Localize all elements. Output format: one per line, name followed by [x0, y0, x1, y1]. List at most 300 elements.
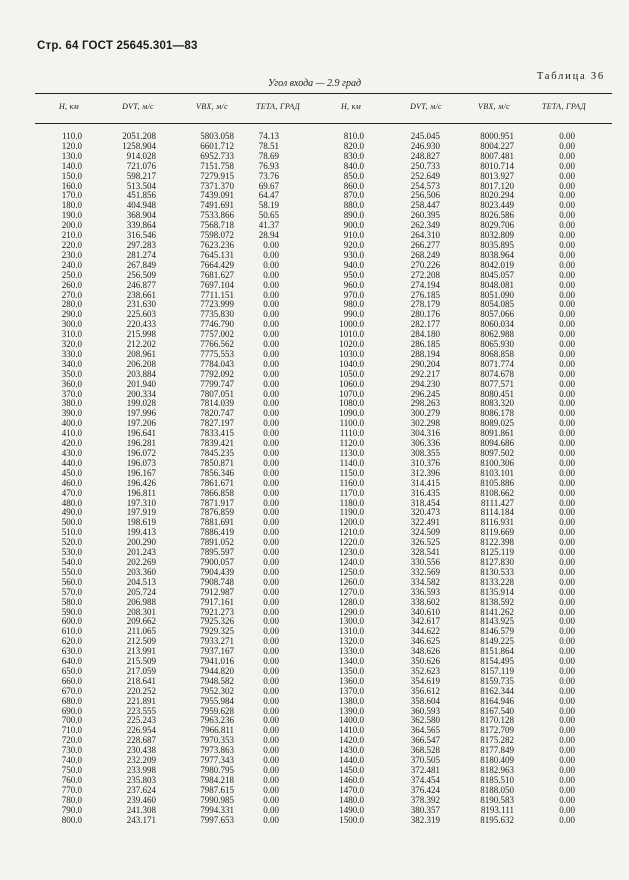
left-cell-teta: 0.00 — [263, 457, 279, 468]
right-cell-vbx: 8060.034 — [480, 319, 514, 330]
left-cell-dvt: 368.904 — [126, 210, 156, 221]
right-cell-teta: 0.00 — [559, 279, 575, 290]
left-cell-dvt: 223.555 — [126, 705, 156, 716]
header-rule-top — [35, 93, 612, 94]
right-cell-teta: 0.00 — [559, 735, 575, 746]
right-cell-vbx: 8023.449 — [480, 200, 514, 211]
right-cell-dvt: 286.185 — [410, 339, 440, 350]
left-cell-vbx: 7921.273 — [200, 606, 234, 617]
right-cell-vbx: 8065.930 — [480, 339, 514, 350]
right-cell-dvt: 264.310 — [410, 230, 440, 241]
right-cell-height: 1470.0 — [339, 784, 364, 795]
left-cell-teta: 0.00 — [263, 477, 279, 488]
right-cell-dvt: 352.623 — [410, 665, 440, 676]
left-cell-teta: 0.00 — [263, 448, 279, 458]
right-cell-vbx: 8045.057 — [480, 269, 514, 280]
left-cell-height: 590.0 — [61, 606, 82, 617]
left-cell-dvt: 196.426 — [126, 477, 156, 488]
left-cell-vbx: 7895.597 — [200, 547, 234, 558]
right-cell-vbx: 8164.946 — [480, 695, 514, 706]
right-cell-vbx: 8042.019 — [480, 259, 514, 270]
left-cell-teta: 0.00 — [263, 755, 279, 766]
left-cell-height: 350.0 — [61, 368, 82, 379]
right-cell-height: 1340.0 — [339, 656, 364, 667]
right-cell-height: 870.0 — [343, 190, 364, 201]
right-cell-dvt: 266.277 — [410, 239, 440, 250]
right-cell-teta: 0.00 — [559, 695, 575, 706]
left-cell-teta: 0.00 — [263, 309, 279, 320]
right-cell-dvt: 298.263 — [410, 398, 440, 409]
right-cell-vbx: 8077.571 — [480, 378, 514, 389]
right-cell-height: 940.0 — [343, 259, 364, 270]
right-cell-dvt: 322.491 — [410, 517, 440, 528]
left-cell-vbx: 7929.325 — [200, 626, 234, 637]
right-cell-height: 1410.0 — [339, 725, 364, 736]
right-cell-dvt: 296.245 — [410, 388, 440, 399]
left-cell-height: 650.0 — [61, 665, 82, 676]
left-cell-teta: 0.00 — [263, 339, 279, 350]
right-cell-teta: 0.00 — [559, 814, 575, 825]
left-cell-vbx: 7966.811 — [200, 725, 234, 736]
left-cell-vbx: 7151.758 — [200, 160, 234, 171]
right-cell-height: 890.0 — [343, 210, 364, 221]
left-cell-vbx: 7279.915 — [200, 170, 234, 181]
left-cell-teta: 0.00 — [263, 804, 279, 815]
right-cell-dvt: 382.319 — [410, 814, 440, 825]
right-cell-vbx: 8007.481 — [480, 150, 514, 161]
left-cell-height: 230.0 — [61, 249, 82, 260]
right-cell-teta: 0.00 — [559, 428, 575, 439]
left-cell-height: 400.0 — [61, 418, 82, 429]
right-cell-dvt: 332.569 — [410, 566, 440, 577]
left-cell-vbx: 7908.748 — [200, 576, 234, 587]
left-cell-height: 240.0 — [61, 259, 82, 270]
left-cell-height: 290.0 — [61, 309, 82, 320]
left-cell-teta: 0.00 — [263, 239, 279, 250]
right-cell-teta: 0.00 — [559, 745, 575, 756]
right-cell-vbx: 8080.451 — [480, 388, 514, 399]
right-cell-teta: 0.00 — [559, 249, 575, 260]
left-cell-vbx: 7963.236 — [200, 715, 234, 726]
right-cell-dvt: 290.204 — [410, 358, 440, 369]
left-cell-dvt: 246.877 — [126, 279, 156, 290]
left-cell-vbx: 6601.712 — [200, 140, 234, 151]
left-cell-teta: 0.00 — [263, 438, 279, 449]
left-cell-dvt: 220.252 — [126, 685, 156, 696]
left-cell-height: 340.0 — [61, 358, 82, 369]
right-column-teta — [538, 132, 575, 825]
right-cell-vbx: 8154.495 — [480, 656, 514, 667]
left-cell-teta: 0.00 — [263, 735, 279, 746]
right-column-dvt — [384, 132, 440, 825]
right-cell-teta: 0.00 — [559, 269, 575, 280]
left-cell-dvt: 221.891 — [126, 695, 156, 706]
left-cell-height: 330.0 — [61, 348, 82, 359]
right-cell-teta: 0.00 — [559, 190, 575, 201]
left-cell-dvt: 235.803 — [126, 774, 156, 785]
right-cell-dvt: 318.454 — [410, 497, 440, 508]
left-cell-teta: 0.00 — [263, 636, 279, 647]
left-cell-height: 660.0 — [61, 675, 82, 686]
left-cell-teta: 0.00 — [263, 388, 279, 399]
left-cell-dvt: 201.243 — [126, 547, 156, 558]
left-cell-teta: 0.00 — [263, 596, 279, 607]
right-cell-height: 1460.0 — [339, 774, 364, 785]
left-cell-height: 560.0 — [61, 576, 82, 587]
left-cell-teta: 0.00 — [263, 556, 279, 567]
right-cell-teta: 0.00 — [559, 388, 575, 399]
left-cell-height: 440.0 — [61, 457, 82, 468]
right-cell-teta: 0.00 — [559, 368, 575, 379]
right-cell-vbx: 8195.632 — [480, 814, 514, 825]
left-cell-height: 210.0 — [61, 230, 82, 241]
right-cell-vbx: 8190.583 — [480, 794, 514, 805]
left-cell-dvt: 211.065 — [127, 626, 156, 637]
right-cell-dvt: 338.602 — [410, 596, 440, 607]
right-cell-height: 980.0 — [343, 299, 364, 310]
left-cell-height: 680.0 — [61, 695, 82, 706]
left-cell-dvt: 199.413 — [126, 527, 156, 538]
right-cell-teta: 0.00 — [559, 547, 575, 558]
right-cell-teta: 0.00 — [559, 507, 575, 518]
right-cell-height: 1360.0 — [339, 675, 364, 686]
right-cell-teta: 0.00 — [559, 239, 575, 250]
right-column-vbx — [458, 132, 514, 825]
left-cell-vbx: 7799.747 — [200, 378, 234, 389]
left-cell-vbx: 7861.671 — [200, 477, 234, 488]
right-cell-vbx: 8029.706 — [480, 220, 514, 231]
right-cell-height: 1330.0 — [339, 646, 364, 657]
right-cell-vbx: 8068.858 — [480, 348, 514, 359]
left-cell-height: 510.0 — [61, 527, 82, 538]
right-cell-teta: 0.00 — [559, 309, 575, 320]
left-cell-dvt: 202.269 — [126, 556, 156, 567]
right-cell-vbx: 8032.809 — [480, 230, 514, 241]
right-cell-height: 1120.0 — [339, 438, 364, 449]
left-cell-height: 520.0 — [61, 537, 82, 548]
left-cell-dvt: 196.641 — [126, 428, 156, 439]
left-cell-vbx: 5803.058 — [200, 131, 234, 141]
right-cell-height: 1500.0 — [339, 814, 364, 825]
right-cell-dvt: 256.506 — [410, 190, 440, 201]
right-cell-teta: 0.00 — [559, 804, 575, 815]
right-cell-dvt: 316.435 — [410, 487, 440, 498]
right-cell-height: 840.0 — [343, 160, 364, 171]
left-cell-dvt: 226.954 — [126, 725, 156, 736]
right-cell-height: 810.0 — [343, 131, 364, 141]
right-cell-teta: 0.00 — [559, 616, 575, 627]
left-cell-teta: 0.00 — [263, 606, 279, 617]
right-cell-height: 880.0 — [343, 200, 364, 211]
right-cell-dvt: 310.376 — [410, 457, 440, 468]
left-cell-height: 780.0 — [61, 794, 82, 805]
left-cell-vbx: 7990.985 — [200, 794, 234, 805]
right-cell-vbx: 8057.066 — [480, 309, 514, 320]
right-cell-vbx: 8010.714 — [480, 160, 514, 171]
right-cell-height: 1310.0 — [339, 626, 364, 637]
left-cell-dvt: 212.509 — [126, 636, 156, 647]
left-cell-vbx: 7766.562 — [200, 339, 234, 350]
right-cell-height: 1290.0 — [339, 606, 364, 617]
left-cell-vbx: 7598.072 — [200, 230, 234, 241]
right-cell-height: 830.0 — [343, 150, 364, 161]
right-cell-teta: 0.00 — [559, 467, 575, 478]
left-cell-dvt: 203.884 — [126, 368, 156, 379]
right-cell-dvt: 272.208 — [410, 269, 440, 280]
right-cell-teta: 0.00 — [559, 784, 575, 795]
left-cell-teta: 0.00 — [263, 616, 279, 627]
right-cell-teta: 0.00 — [559, 170, 575, 181]
left-cell-dvt: 451.856 — [126, 190, 156, 201]
left-cell-teta: 0.00 — [263, 715, 279, 726]
right-cell-height: 1450.0 — [339, 765, 364, 775]
right-cell-teta: 0.00 — [559, 398, 575, 409]
left-cell-teta: 0.00 — [263, 358, 279, 369]
right-cell-vbx: 8103.101 — [480, 467, 514, 478]
right-cell-teta: 0.00 — [559, 755, 575, 766]
left-cell-dvt: 197.996 — [126, 408, 156, 419]
right-cell-dvt: 380.357 — [410, 804, 440, 815]
left-cell-height: 530.0 — [61, 547, 82, 558]
left-cell-vbx: 6952.733 — [200, 150, 234, 161]
left-cell-vbx: 7833.415 — [200, 428, 234, 439]
left-cell-dvt: 241.308 — [126, 804, 156, 815]
col-head-left-dvt: DVT, м/с — [122, 102, 154, 111]
left-cell-vbx: 7925.326 — [200, 616, 234, 627]
right-cell-height: 1150.0 — [339, 467, 364, 478]
col-head-right-h: Н, км — [340, 102, 362, 111]
right-cell-height: 950.0 — [343, 269, 364, 280]
right-cell-height: 1350.0 — [339, 665, 364, 676]
left-cell-height: 730.0 — [61, 745, 82, 756]
right-cell-dvt: 294.230 — [410, 378, 440, 389]
right-cell-teta: 0.00 — [559, 477, 575, 488]
left-cell-dvt: 721.076 — [126, 160, 156, 171]
left-cell-vbx: 7994.331 — [200, 804, 234, 815]
right-cell-vbx: 8048.081 — [480, 279, 514, 290]
left-cell-teta: 0.00 — [263, 695, 279, 706]
left-cell-dvt: 198.619 — [126, 517, 156, 528]
right-cell-vbx: 8086.178 — [480, 408, 514, 419]
right-cell-dvt: 308.355 — [410, 448, 440, 458]
left-cell-teta: 0.00 — [263, 685, 279, 696]
left-cell-vbx: 7827.197 — [200, 418, 234, 429]
right-cell-teta: 0.00 — [559, 180, 575, 191]
right-cell-height: 1400.0 — [339, 715, 364, 726]
left-cell-dvt: 297.283 — [126, 239, 156, 250]
left-cell-vbx: 7757.002 — [200, 329, 234, 340]
left-cell-dvt: 201.940 — [126, 378, 156, 389]
right-cell-dvt: 276.185 — [410, 289, 440, 300]
right-cell-vbx: 8000.951 — [480, 131, 514, 141]
right-cell-vbx: 8170.128 — [480, 715, 514, 726]
left-cell-teta: 50.65 — [258, 210, 279, 221]
left-cell-dvt: 217.059 — [126, 665, 156, 676]
left-cell-dvt: 205.724 — [126, 586, 156, 597]
left-cell-dvt: 203.360 — [126, 566, 156, 577]
right-cell-vbx: 8004.227 — [480, 140, 514, 151]
left-cell-height: 480.0 — [61, 497, 82, 508]
right-cell-dvt: 320.473 — [410, 507, 440, 518]
right-cell-height: 860.0 — [343, 180, 364, 191]
left-cell-teta: 0.00 — [263, 646, 279, 657]
left-cell-height: 640.0 — [61, 656, 82, 667]
left-cell-vbx: 7784.043 — [200, 358, 234, 369]
right-cell-vbx: 8091.861 — [480, 428, 514, 439]
right-cell-height: 1480.0 — [339, 794, 364, 805]
left-cell-height: 260.0 — [61, 279, 82, 290]
left-cell-vbx: 7856.346 — [200, 467, 234, 478]
left-cell-dvt: 233.998 — [126, 765, 156, 775]
right-cell-height: 1420.0 — [339, 735, 364, 746]
left-cell-vbx: 7491.691 — [200, 200, 234, 211]
col-head-left-teta: ТЕТА, ГРАД — [256, 102, 300, 111]
left-cell-dvt: 2051.208 — [122, 131, 156, 141]
left-cell-vbx: 7977.343 — [200, 755, 234, 766]
right-cell-dvt: 376.424 — [410, 784, 440, 795]
right-cell-teta: 0.00 — [559, 596, 575, 607]
right-cell-vbx: 8020.294 — [480, 190, 514, 201]
right-cell-dvt: 330.556 — [410, 556, 440, 567]
left-cell-vbx: 7664.429 — [200, 259, 234, 270]
right-cell-dvt: 306.336 — [410, 438, 440, 449]
left-cell-height: 420.0 — [61, 438, 82, 449]
right-cell-vbx: 8143.925 — [480, 616, 514, 627]
right-cell-teta: 0.00 — [559, 794, 575, 805]
right-cell-height: 1130.0 — [339, 448, 364, 458]
right-cell-vbx: 8188.050 — [480, 784, 514, 795]
left-cell-height: 710.0 — [61, 725, 82, 736]
left-cell-height: 600.0 — [61, 616, 82, 627]
left-cell-dvt: 196.811 — [127, 487, 156, 498]
right-cell-dvt: 356.612 — [410, 685, 440, 696]
right-cell-dvt: 288.194 — [410, 348, 440, 359]
right-cell-height: 1170.0 — [339, 487, 364, 498]
right-cell-dvt: 348.626 — [410, 646, 440, 657]
right-cell-teta: 0.00 — [559, 329, 575, 340]
left-cell-vbx: 7568.718 — [200, 220, 234, 231]
left-cell-vbx: 7792.092 — [200, 368, 234, 379]
right-cell-dvt: 362.580 — [410, 715, 440, 726]
right-cell-height: 1220.0 — [339, 537, 364, 548]
left-cell-vbx: 7959.628 — [200, 705, 234, 716]
left-cell-dvt: 215.998 — [126, 329, 156, 340]
right-cell-vbx: 8062.988 — [480, 329, 514, 340]
right-cell-dvt: 268.249 — [410, 249, 440, 260]
right-cell-teta: 0.00 — [559, 646, 575, 657]
right-cell-vbx: 8035.895 — [480, 239, 514, 250]
left-cell-vbx: 7944.820 — [200, 665, 234, 676]
right-cell-height: 1010.0 — [339, 329, 364, 340]
right-cell-vbx: 8141.262 — [480, 606, 514, 617]
right-cell-vbx: 8105.886 — [480, 477, 514, 488]
left-cell-teta: 0.00 — [263, 289, 279, 300]
right-cell-dvt: 292.217 — [410, 368, 440, 379]
right-cell-teta: 0.00 — [559, 606, 575, 617]
left-cell-height: 770.0 — [61, 784, 82, 795]
right-cell-height: 1490.0 — [339, 804, 364, 815]
right-cell-dvt: 304.316 — [410, 428, 440, 439]
right-cell-height: 1020.0 — [339, 339, 364, 350]
left-cell-vbx: 7746.790 — [200, 319, 234, 330]
left-cell-vbx: 7912.987 — [200, 586, 234, 597]
left-cell-vbx: 7941.016 — [200, 656, 234, 667]
left-cell-height: 690.0 — [61, 705, 82, 716]
left-cell-height: 790.0 — [61, 804, 82, 815]
left-column-vbx — [178, 132, 234, 825]
right-cell-vbx: 8094.686 — [480, 438, 514, 449]
left-cell-teta: 0.00 — [263, 269, 279, 280]
right-cell-vbx: 8125.119 — [480, 547, 514, 558]
right-cell-vbx: 8127.830 — [480, 556, 514, 567]
left-cell-dvt: 243.171 — [126, 814, 156, 825]
right-cell-teta: 0.00 — [559, 685, 575, 696]
right-cell-teta: 0.00 — [559, 408, 575, 419]
left-cell-height: 740.0 — [61, 755, 82, 766]
right-cell-dvt: 260.395 — [410, 210, 440, 221]
left-cell-vbx: 7850.871 — [200, 457, 234, 468]
right-cell-dvt: 274.194 — [410, 279, 440, 290]
left-cell-teta: 0.00 — [263, 259, 279, 270]
right-cell-height: 1380.0 — [339, 695, 364, 706]
left-cell-dvt: 197.310 — [126, 497, 156, 508]
left-cell-height: 570.0 — [61, 586, 82, 597]
left-cell-teta: 0.00 — [263, 418, 279, 429]
right-cell-height: 1390.0 — [339, 705, 364, 716]
right-cell-teta: 0.00 — [559, 715, 575, 726]
left-cell-dvt: 230.438 — [126, 745, 156, 756]
right-cell-dvt: 354.619 — [410, 675, 440, 686]
left-cell-vbx: 7623.236 — [200, 239, 234, 250]
right-cell-teta: 0.00 — [559, 418, 575, 429]
col-head-left-vbx: VBX, м/с — [196, 102, 228, 111]
left-cell-height: 120.0 — [61, 140, 82, 151]
left-cell-teta: 0.00 — [263, 586, 279, 597]
left-cell-height: 300.0 — [61, 319, 82, 330]
right-cell-height: 1190.0 — [339, 507, 364, 518]
right-cell-height: 1140.0 — [339, 457, 364, 468]
left-cell-dvt: 196.281 — [126, 438, 156, 449]
left-cell-dvt: 220.433 — [126, 319, 156, 330]
left-cell-height: 280.0 — [61, 299, 82, 310]
right-cell-dvt: 368.528 — [410, 745, 440, 756]
left-cell-height: 130.0 — [61, 150, 82, 161]
right-cell-dvt: 350.626 — [410, 656, 440, 667]
right-cell-dvt: 370.505 — [410, 755, 440, 766]
right-cell-vbx: 8114.184 — [480, 507, 514, 518]
right-cell-height: 850.0 — [343, 170, 364, 181]
right-cell-vbx: 8159.735 — [480, 675, 514, 686]
right-cell-dvt: 270.226 — [410, 259, 440, 270]
left-cell-dvt: 196.167 — [126, 467, 156, 478]
left-column-teta — [242, 132, 279, 825]
left-cell-height: 750.0 — [61, 765, 82, 775]
left-cell-teta: 0.00 — [263, 398, 279, 409]
left-cell-height: 160.0 — [61, 180, 82, 191]
right-cell-teta: 0.00 — [559, 259, 575, 270]
right-cell-vbx: 8162.344 — [480, 685, 514, 696]
left-cell-vbx: 7735.830 — [200, 309, 234, 320]
right-cell-teta: 0.00 — [559, 527, 575, 538]
right-cell-teta: 0.00 — [559, 150, 575, 161]
left-cell-dvt: 281.274 — [126, 249, 156, 260]
left-cell-vbx: 7952.302 — [200, 685, 234, 696]
right-cell-vbx: 8051.090 — [480, 289, 514, 300]
right-cell-height: 1110.0 — [339, 428, 364, 439]
right-cell-teta: 0.00 — [559, 586, 575, 597]
left-cell-dvt: 208.301 — [126, 606, 156, 617]
right-cell-height: 1060.0 — [339, 378, 364, 389]
